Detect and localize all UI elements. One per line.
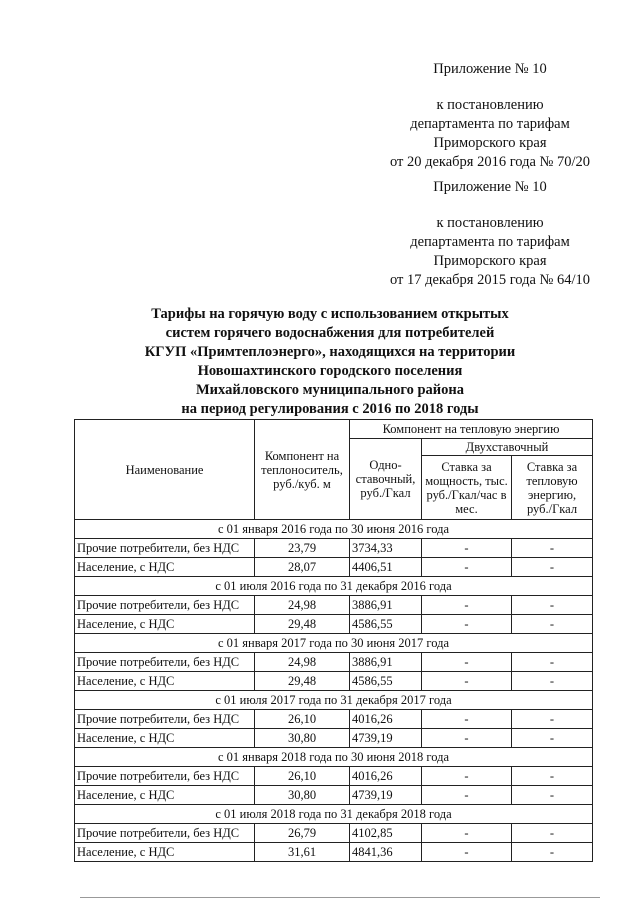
capacity-rate-value: -: [422, 824, 512, 843]
appendix-previous: [370, 178, 610, 290]
capacity-rate-value: -: [422, 729, 512, 748]
period-label: с 01 июля 2016 года по 31 декабря 2016 года: [75, 577, 593, 596]
document-title-line: систем горячего водоснабжения для потребителей: [165, 325, 495, 341]
document-title-line: КГУП «Примтеплоэнерго», находящихся на территории: [144, 344, 516, 360]
carrier-value: 30,80: [255, 786, 350, 805]
header-two-rate-group: Двухставочный: [422, 439, 593, 456]
header-energy-group: Компонент на тепловую энергию: [350, 420, 593, 439]
capacity-rate-value: -: [422, 653, 512, 672]
single-rate-value: 4586,55: [350, 672, 422, 691]
table-row: [75, 767, 593, 786]
consumer-name: Прочие потребители, без НДС: [75, 539, 255, 558]
period-row: [75, 634, 593, 653]
appendix-current: [370, 60, 610, 172]
consumer-name: Население, с НДС: [75, 786, 255, 805]
capacity-rate-value: -: [422, 596, 512, 615]
single-rate-value: 4586,55: [350, 615, 422, 634]
carrier-value: 29,48: [255, 672, 350, 691]
consumer-name: Население, с НДС: [75, 729, 255, 748]
table-row: [75, 615, 593, 634]
table-row: [75, 653, 593, 672]
single-rate-value: 4016,26: [350, 710, 422, 729]
energy-rate-value: -: [512, 653, 593, 672]
capacity-rate-value: -: [422, 786, 512, 805]
capacity-rate-value: -: [422, 558, 512, 577]
energy-rate-value: -: [512, 672, 593, 691]
energy-rate-value: -: [512, 824, 593, 843]
energy-rate-value: -: [512, 539, 593, 558]
energy-rate-value: -: [512, 729, 593, 748]
consumer-name: Прочие потребители, без НДС: [75, 710, 255, 729]
energy-rate-value: -: [512, 843, 593, 862]
period-row: [75, 748, 593, 767]
carrier-value: 26,79: [255, 824, 350, 843]
carrier-value: 28,07: [255, 558, 350, 577]
single-rate-value: 4739,19: [350, 729, 422, 748]
header-capacity-rate: Ставка за мощность, тыс. руб./Гкал/час в мес.: [422, 456, 512, 520]
consumer-name: Прочие потребители, без НДС: [75, 767, 255, 786]
consumer-name: Население, с НДС: [75, 558, 255, 577]
appendix-previous-line: к постановлению: [436, 215, 544, 231]
appendix-previous-line: департамента по тарифам: [410, 234, 570, 250]
table-row: [75, 539, 593, 558]
period-label: с 01 января 2016 года по 30 июня 2016 года: [75, 520, 593, 539]
tariff-table-body: [75, 520, 593, 862]
appendix-previous-title: Приложение № 10: [433, 179, 547, 195]
carrier-value: 23,79: [255, 539, 350, 558]
single-rate-value: 4739,19: [350, 786, 422, 805]
period-row: [75, 691, 593, 710]
carrier-value: 26,10: [255, 767, 350, 786]
table-row: [75, 824, 593, 843]
capacity-rate-value: -: [422, 539, 512, 558]
carrier-value: 29,48: [255, 615, 350, 634]
carrier-value: 26,10: [255, 710, 350, 729]
consumer-name: Прочие потребители, без НДС: [75, 824, 255, 843]
period-row: [75, 805, 593, 824]
period-label: с 01 января 2018 года по 30 июня 2018 года: [75, 748, 593, 767]
document-title-line: Михайловского муниципального района: [196, 382, 464, 398]
period-label: с 01 июля 2017 года по 31 декабря 2017 года: [75, 691, 593, 710]
appendix-previous-line: Приморского края: [433, 253, 547, 269]
consumer-name: Прочие потребители, без НДС: [75, 596, 255, 615]
carrier-value: 30,80: [255, 729, 350, 748]
tariff-table-header: [75, 420, 593, 520]
document-title-line: Новошахтинского городского поселения: [197, 363, 463, 379]
capacity-rate-value: -: [422, 843, 512, 862]
page-bottom-divider: [80, 897, 600, 898]
capacity-rate-value: -: [422, 615, 512, 634]
energy-rate-value: -: [512, 767, 593, 786]
appendix-current-line: департамента по тарифам: [410, 116, 570, 132]
period-label: с 01 июля 2018 года по 31 декабря 2018 года: [75, 805, 593, 824]
consumer-name: Население, с НДС: [75, 843, 255, 862]
carrier-value: 31,61: [255, 843, 350, 862]
document-title: [110, 305, 550, 419]
table-row: [75, 558, 593, 577]
single-rate-value: 4406,51: [350, 558, 422, 577]
tariff-table: [74, 419, 593, 862]
appendix-current-line: к постановлению: [436, 97, 544, 113]
single-rate-value: 3886,91: [350, 596, 422, 615]
carrier-value: 24,98: [255, 653, 350, 672]
capacity-rate-value: -: [422, 672, 512, 691]
table-row: [75, 729, 593, 748]
header-energy-rate: Ставка за тепловую энергию, руб./Гкал: [512, 456, 593, 520]
table-row: [75, 672, 593, 691]
capacity-rate-value: -: [422, 767, 512, 786]
single-rate-value: 4102,85: [350, 824, 422, 843]
header-name: Наименование: [75, 420, 255, 520]
appendix-current-line: Приморского края: [433, 135, 547, 151]
document-title-line: Тарифы на горячую воду с использованием открытых: [151, 306, 509, 322]
document-title-line: на период регулирования с 2016 по 2018 годы: [181, 401, 479, 417]
energy-rate-value: -: [512, 786, 593, 805]
table-row: [75, 843, 593, 862]
table-row: [75, 710, 593, 729]
single-rate-value: 4841,36: [350, 843, 422, 862]
period-row: [75, 577, 593, 596]
consumer-name: Население, с НДС: [75, 615, 255, 634]
energy-rate-value: -: [512, 615, 593, 634]
table-row: [75, 596, 593, 615]
consumer-name: Население, с НДС: [75, 672, 255, 691]
appendix-previous-line: от 17 декабря 2015 года № 64/10: [389, 272, 591, 288]
table-row: [75, 786, 593, 805]
energy-rate-value: -: [512, 558, 593, 577]
appendix-current-line: от 20 декабря 2016 года № 70/20: [389, 154, 591, 170]
period-label: с 01 января 2017 года по 30 июня 2017 года: [75, 634, 593, 653]
header-carrier: Компонент на теплоноситель, руб./куб. м: [255, 420, 350, 520]
capacity-rate-value: -: [422, 710, 512, 729]
appendix-current-title: Приложение № 10: [433, 61, 547, 77]
header-single-rate: Одно-ставочный, руб./Гкал: [350, 439, 422, 520]
energy-rate-value: -: [512, 710, 593, 729]
period-row: [75, 520, 593, 539]
consumer-name: Прочие потребители, без НДС: [75, 653, 255, 672]
energy-rate-value: -: [512, 596, 593, 615]
single-rate-value: 3734,33: [350, 539, 422, 558]
single-rate-value: 3886,91: [350, 653, 422, 672]
carrier-value: 24,98: [255, 596, 350, 615]
single-rate-value: 4016,26: [350, 767, 422, 786]
